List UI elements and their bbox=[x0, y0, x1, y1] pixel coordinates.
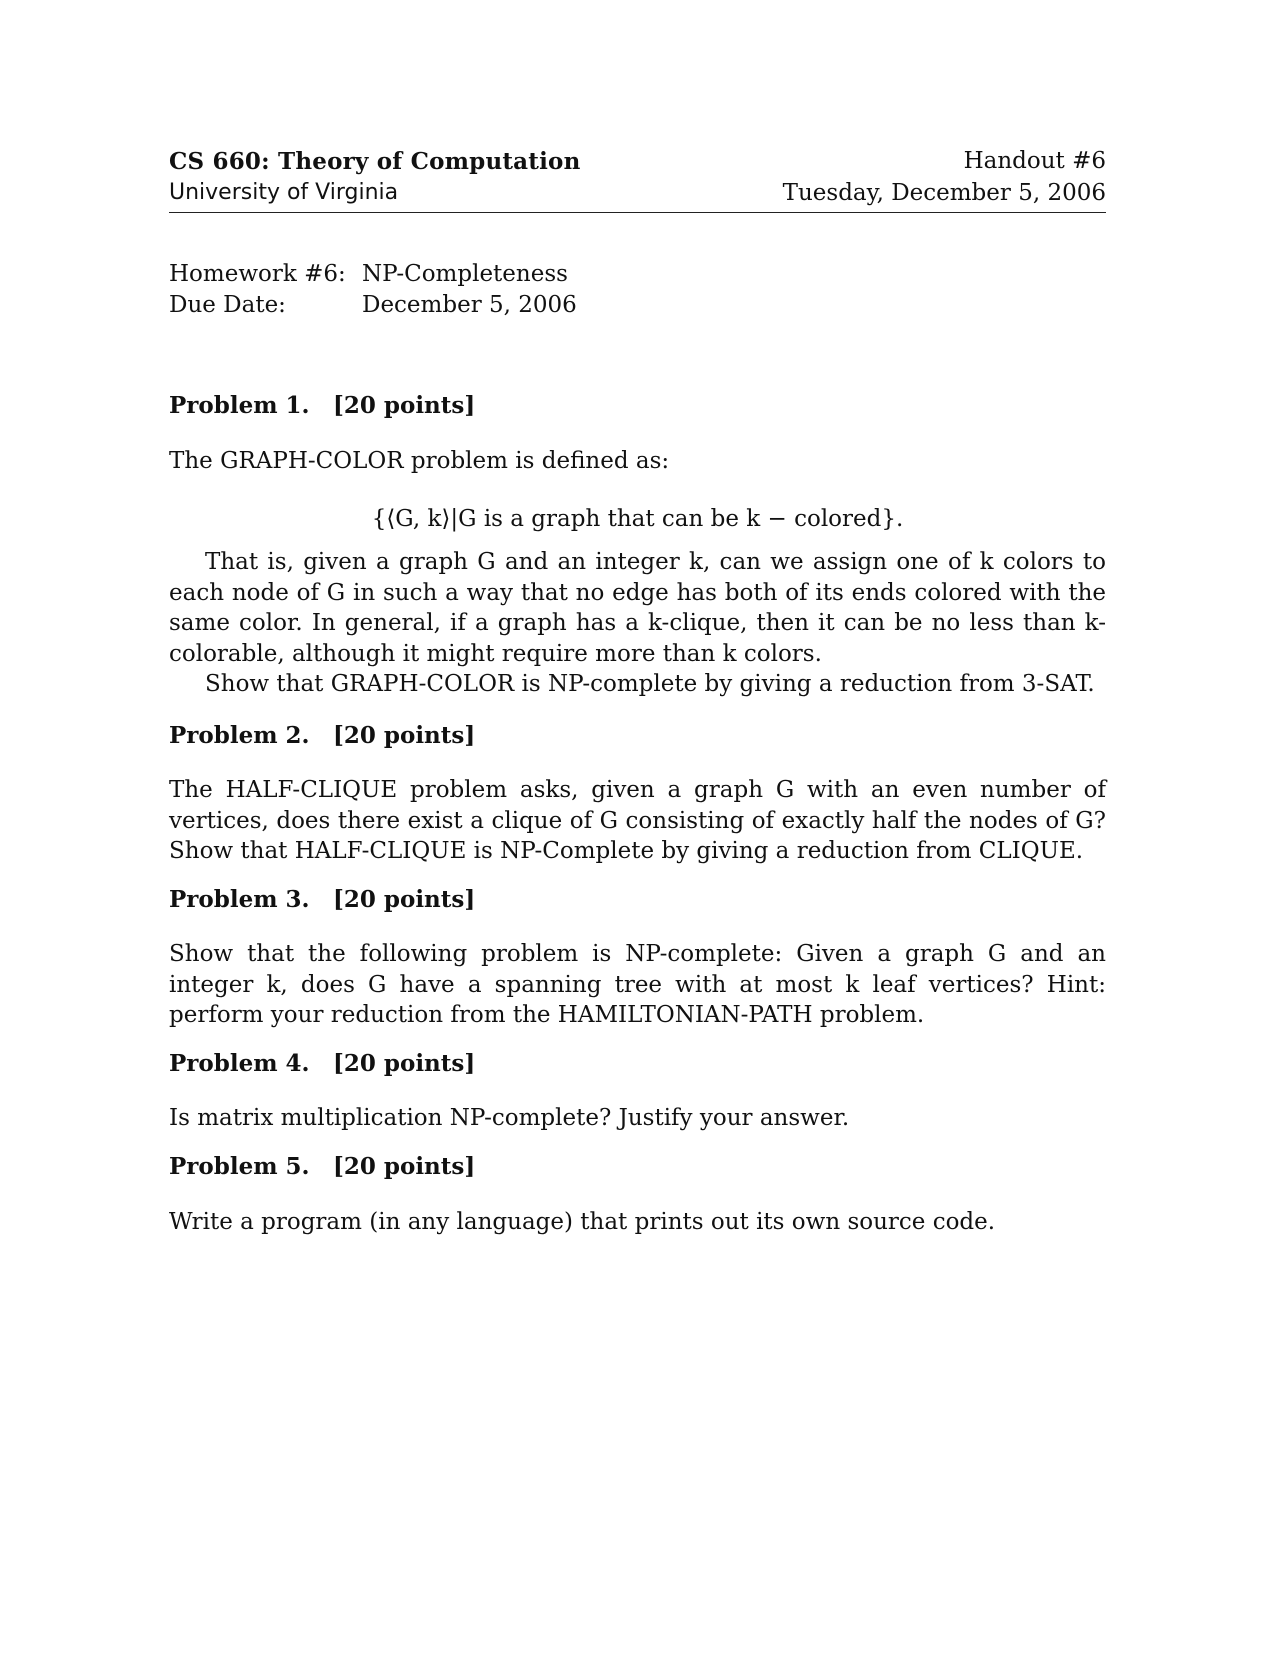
problem-2-heading bbox=[169, 722, 475, 749]
problem-5-points: [20 points] bbox=[333, 1153, 476, 1180]
problem-5-number: Problem 5. bbox=[169, 1153, 310, 1180]
problem-2-points: [20 points] bbox=[333, 722, 476, 749]
problem-2-paragraph: The HALF-CLIQUE problem asks, given a graph G with an even number of vertices, does there exist a clique of G consisting of exactly half the nodes of G? Show that HALF-CLIQUE is NP-Complete by giving a reduction from CLIQUE. bbox=[169, 777, 1106, 864]
homework-topic: NP-Completeness bbox=[362, 261, 568, 287]
homework-row bbox=[169, 259, 577, 290]
problem-3-points: [20 points] bbox=[333, 886, 476, 913]
due-date-row bbox=[169, 290, 577, 321]
handout-number: Handout #6 bbox=[963, 148, 1106, 174]
due-date-value: December 5, 2006 bbox=[362, 292, 577, 318]
problem-3-paragraph: Show that the following problem is NP-complete: Given a graph G and an integer k, does G have a spanning tree with at most k leaf vertices? Hint: perform your reduction from the HAMILTONIAN-PATH problem. bbox=[169, 941, 1106, 1028]
problem-1-task: Show that GRAPH-COLOR is NP-complete by giving a reduction from 3-SAT. bbox=[205, 671, 1095, 697]
problem-1-formula: {⟨G, k⟩|G is a graph that can be k − colored}. bbox=[371, 506, 904, 532]
course-title: CS 660: Theory of Computation bbox=[169, 148, 581, 175]
problem-3-number: Problem 3. bbox=[169, 886, 310, 913]
problem-4-heading bbox=[169, 1050, 475, 1077]
handout-page bbox=[169, 0, 1106, 1656]
handout-date: Tuesday, December 5, 2006 bbox=[782, 180, 1106, 206]
problem-4-paragraph: Is matrix multiplication NP-complete? Justify your answer. bbox=[169, 1105, 850, 1131]
problem-5-paragraph: Write a program (in any language) that prints out its own source code. bbox=[169, 1209, 996, 1235]
homework-label: Homework #6: bbox=[169, 261, 346, 287]
problem-2-number: Problem 2. bbox=[169, 722, 310, 749]
page-header bbox=[169, 148, 1106, 213]
problem-5-heading bbox=[169, 1153, 475, 1180]
problem-1-intro: The GRAPH-COLOR problem is defined as: bbox=[169, 448, 670, 474]
problem-4-points: [20 points] bbox=[333, 1050, 476, 1077]
problem-1-points: [20 points] bbox=[333, 392, 476, 419]
problem-3-heading bbox=[169, 886, 475, 913]
problem-1-number: Problem 1. bbox=[169, 392, 310, 419]
university-name: University of Virginia bbox=[169, 180, 399, 205]
problem-1-heading bbox=[169, 392, 475, 419]
problem-4-number: Problem 4. bbox=[169, 1050, 310, 1077]
assignment-meta bbox=[169, 259, 577, 321]
problem-1-paragraph: That is, given a graph G and an integer k, can we assign one of k colors to each node of G in such a way that no edge has both of its ends colored with the same color. In general, if a graph has a k-clique, then it can be no less than k-colorable, although it might require more than k colors. bbox=[169, 549, 1106, 667]
due-date-label: Due Date: bbox=[169, 292, 286, 318]
